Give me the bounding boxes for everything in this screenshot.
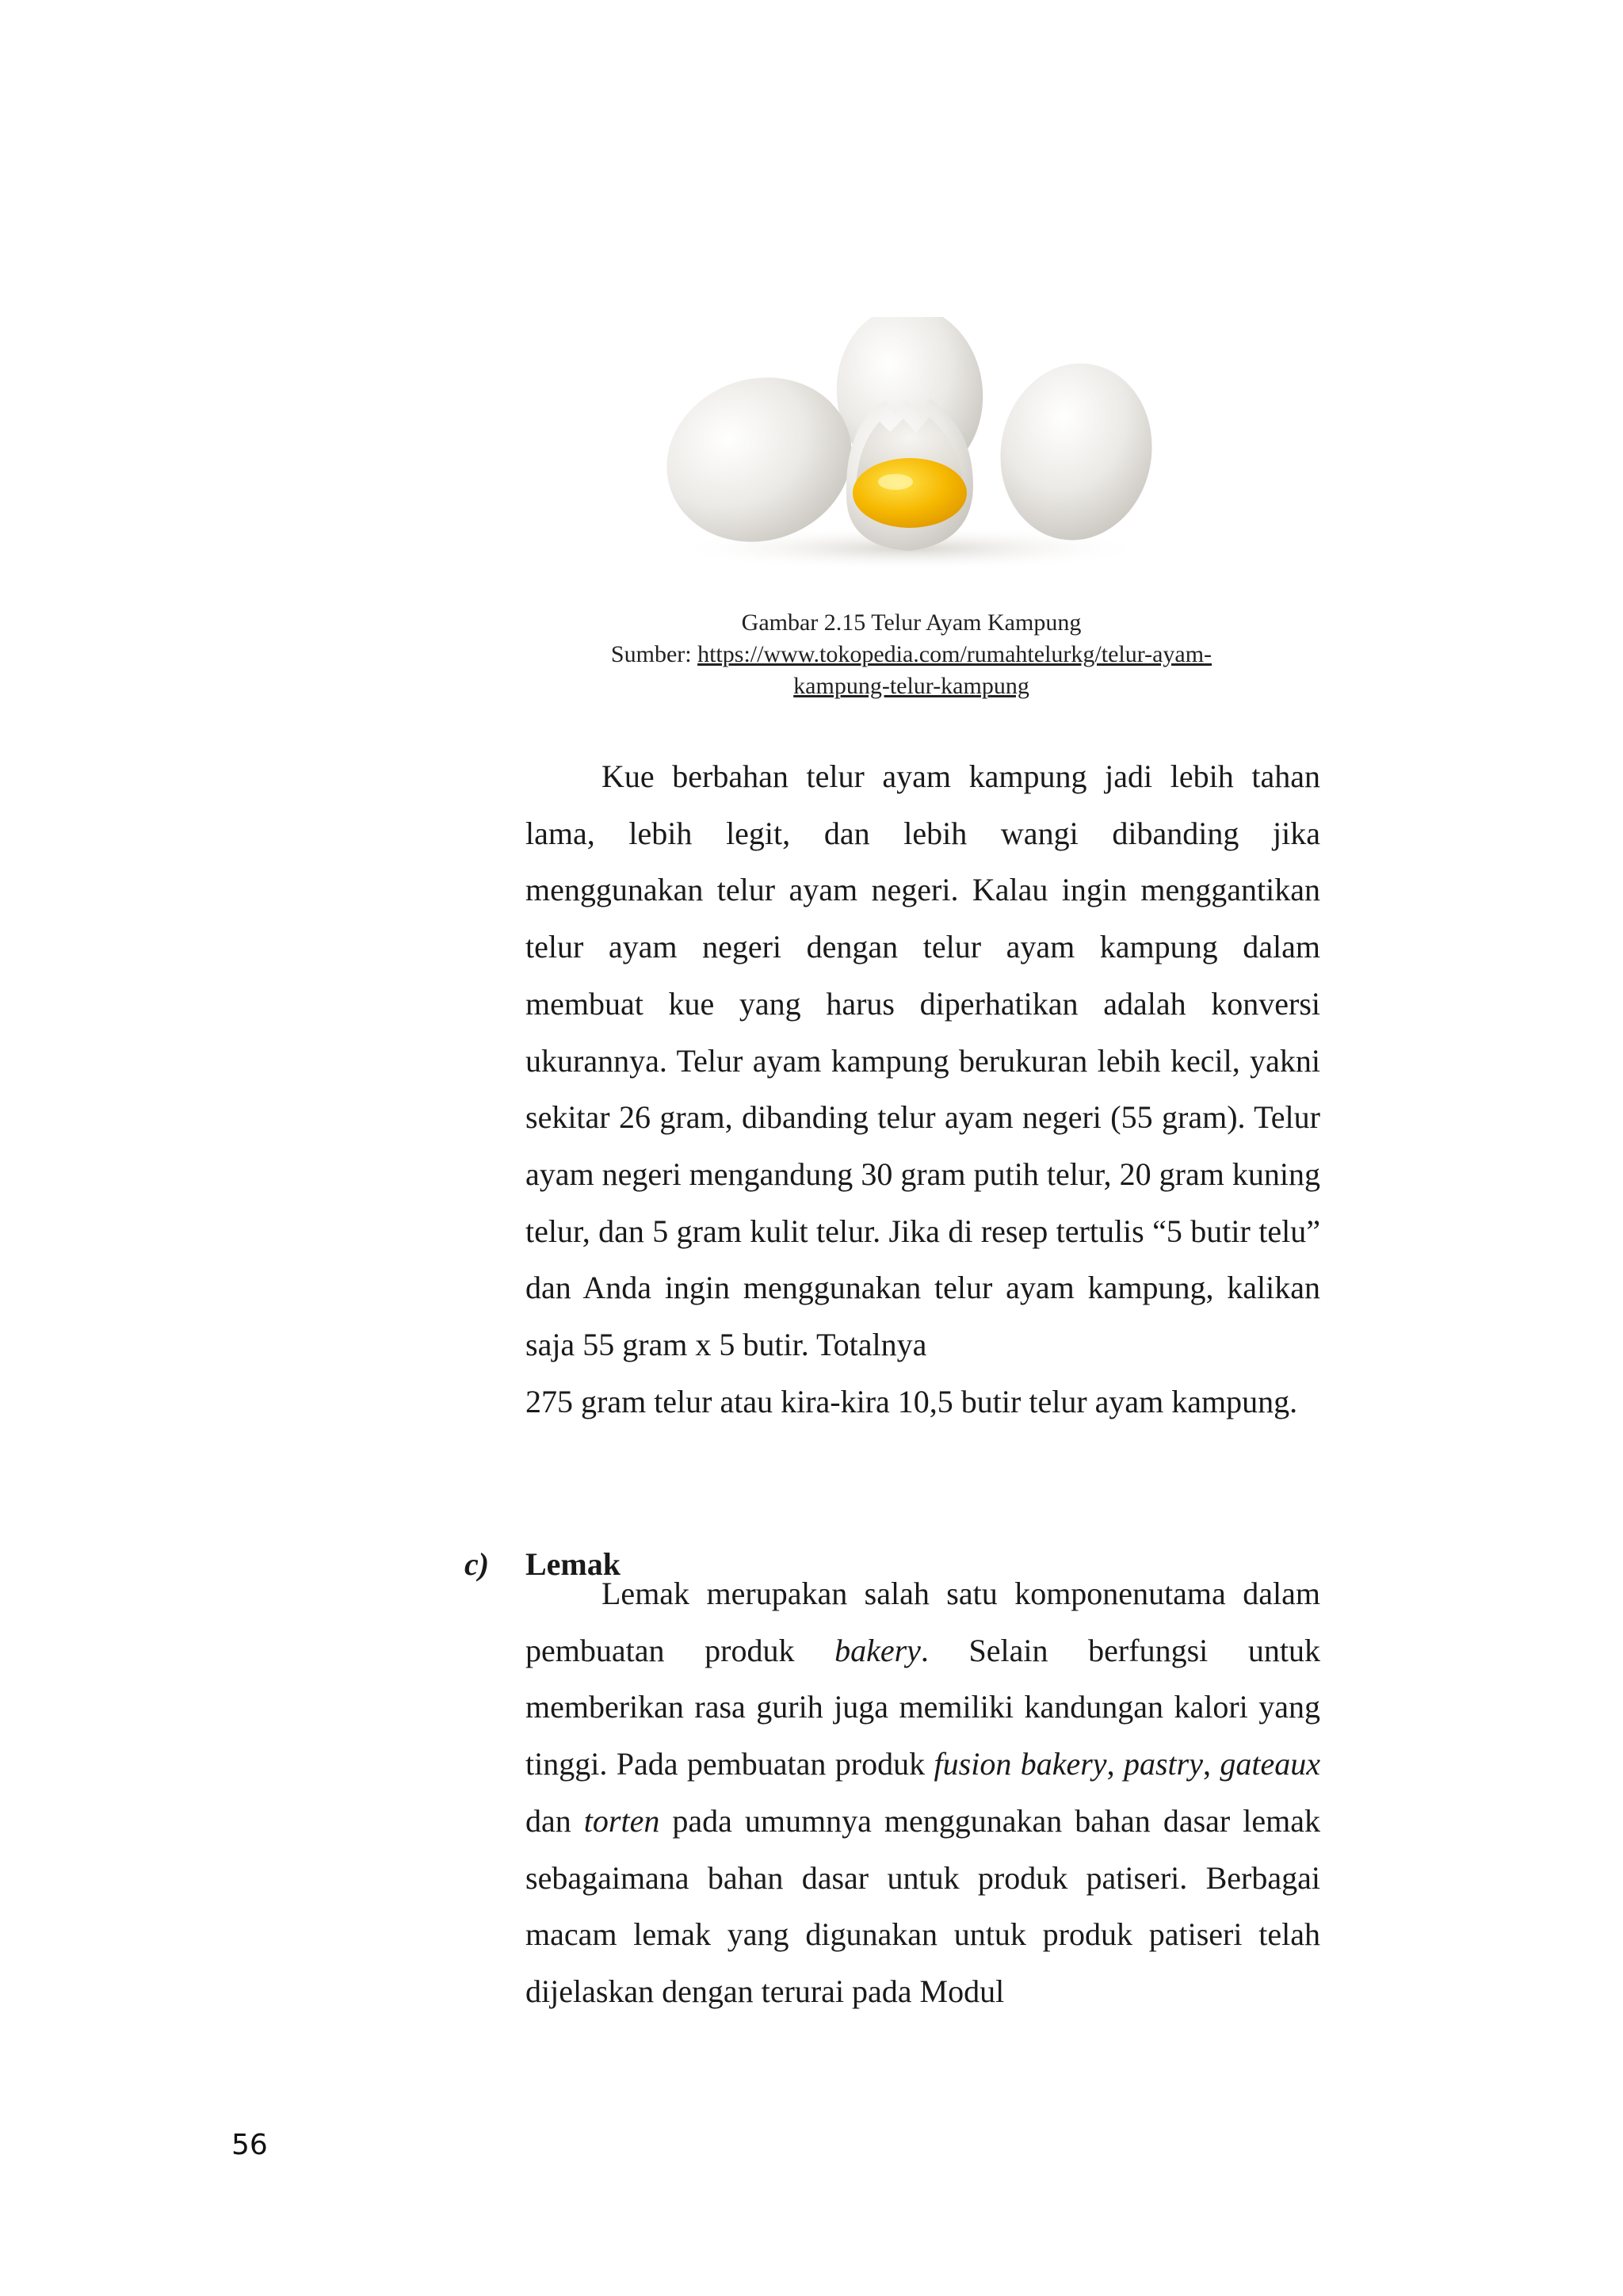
- caption-title: Gambar 2.15 Telur Ayam Kampung: [741, 609, 1082, 636]
- text-run: . Selain berfungsi untuk memberikan rasa gurih juga memiliki kandungan kalori yang tinggi. Pada pembuatan produk: [525, 1632, 1321, 1782]
- page-number: 56: [231, 2129, 268, 2161]
- paragraph-text: Kue berbahan telur ayam kampung jadi lebih tahan lama, lebih legit, dan lebih wangi dibanding jika menggunakan telur ayam negeri. Kalau ingin menggantikan telur ayam negeri dengan telur ayam kampung dalam membuat kue yang harus diperhatikan adalah konversi ukurannya. Telur ayam kampung berukuran lebih kecil, yakni sekitar 26 gram, dibanding telur ayam negeri (55 gram). Telur ayam negeri mengandung 30 gram putih telur, 20 gram kuning telur, dan 5 gram kulit telur. Jika di resep tertulis “5 butir telu” dan Anda ingin menggunakan telur ayam kampung, kalikan saja 55 gram x 5 butir. Totalnya: [525, 758, 1320, 1363]
- source-link-line1[interactable]: https://www.tokopedia.com/rumahtelurkg/telur-ayam-: [697, 641, 1212, 667]
- italic-term: pastry: [1123, 1746, 1203, 1782]
- paragraph-telur-kampung: [525, 748, 1320, 1430]
- italic-term: fusion bakery: [934, 1746, 1107, 1782]
- paragraph-lemak: [525, 1565, 1320, 2020]
- italic-term: gateaux: [1220, 1746, 1320, 1782]
- figure-image: [648, 317, 1171, 571]
- paragraph-text-end: 275 gram telur atau kira-kira 10,5 butir telur ayam kampung.: [525, 1383, 1298, 1419]
- caption-source: [475, 639, 1347, 670]
- figure-caption: [475, 607, 1347, 702]
- source-link-line2[interactable]: kampung-telur-kampung: [793, 673, 1029, 699]
- text-run: ,: [1106, 1746, 1124, 1782]
- text-run: Lemak merupakan salah satu komponenutama dalam pembuatan produk: [525, 1576, 1320, 1668]
- caption-source-line2: [475, 670, 1347, 702]
- italic-term: torten: [583, 1802, 660, 1839]
- section-title: Lemak: [525, 1546, 621, 1582]
- source-label: Sumber:: [610, 641, 698, 667]
- italic-term: bakery: [834, 1632, 921, 1668]
- eggs-with-cracked-egg-yolk-photo: [648, 317, 1171, 571]
- text-run: pada umumnya menggunakan bahan dasar lemak sebagaimana bahan dasar untuk produk patiseri. Berbagai macam lemak yang digunakan untuk produk patiseri telah dijelaskan dengan terurai pada Modul: [525, 1802, 1320, 2009]
- section-label: c): [464, 1546, 490, 1582]
- text-run: ,: [1202, 1746, 1220, 1782]
- text-run: dan: [525, 1802, 584, 1839]
